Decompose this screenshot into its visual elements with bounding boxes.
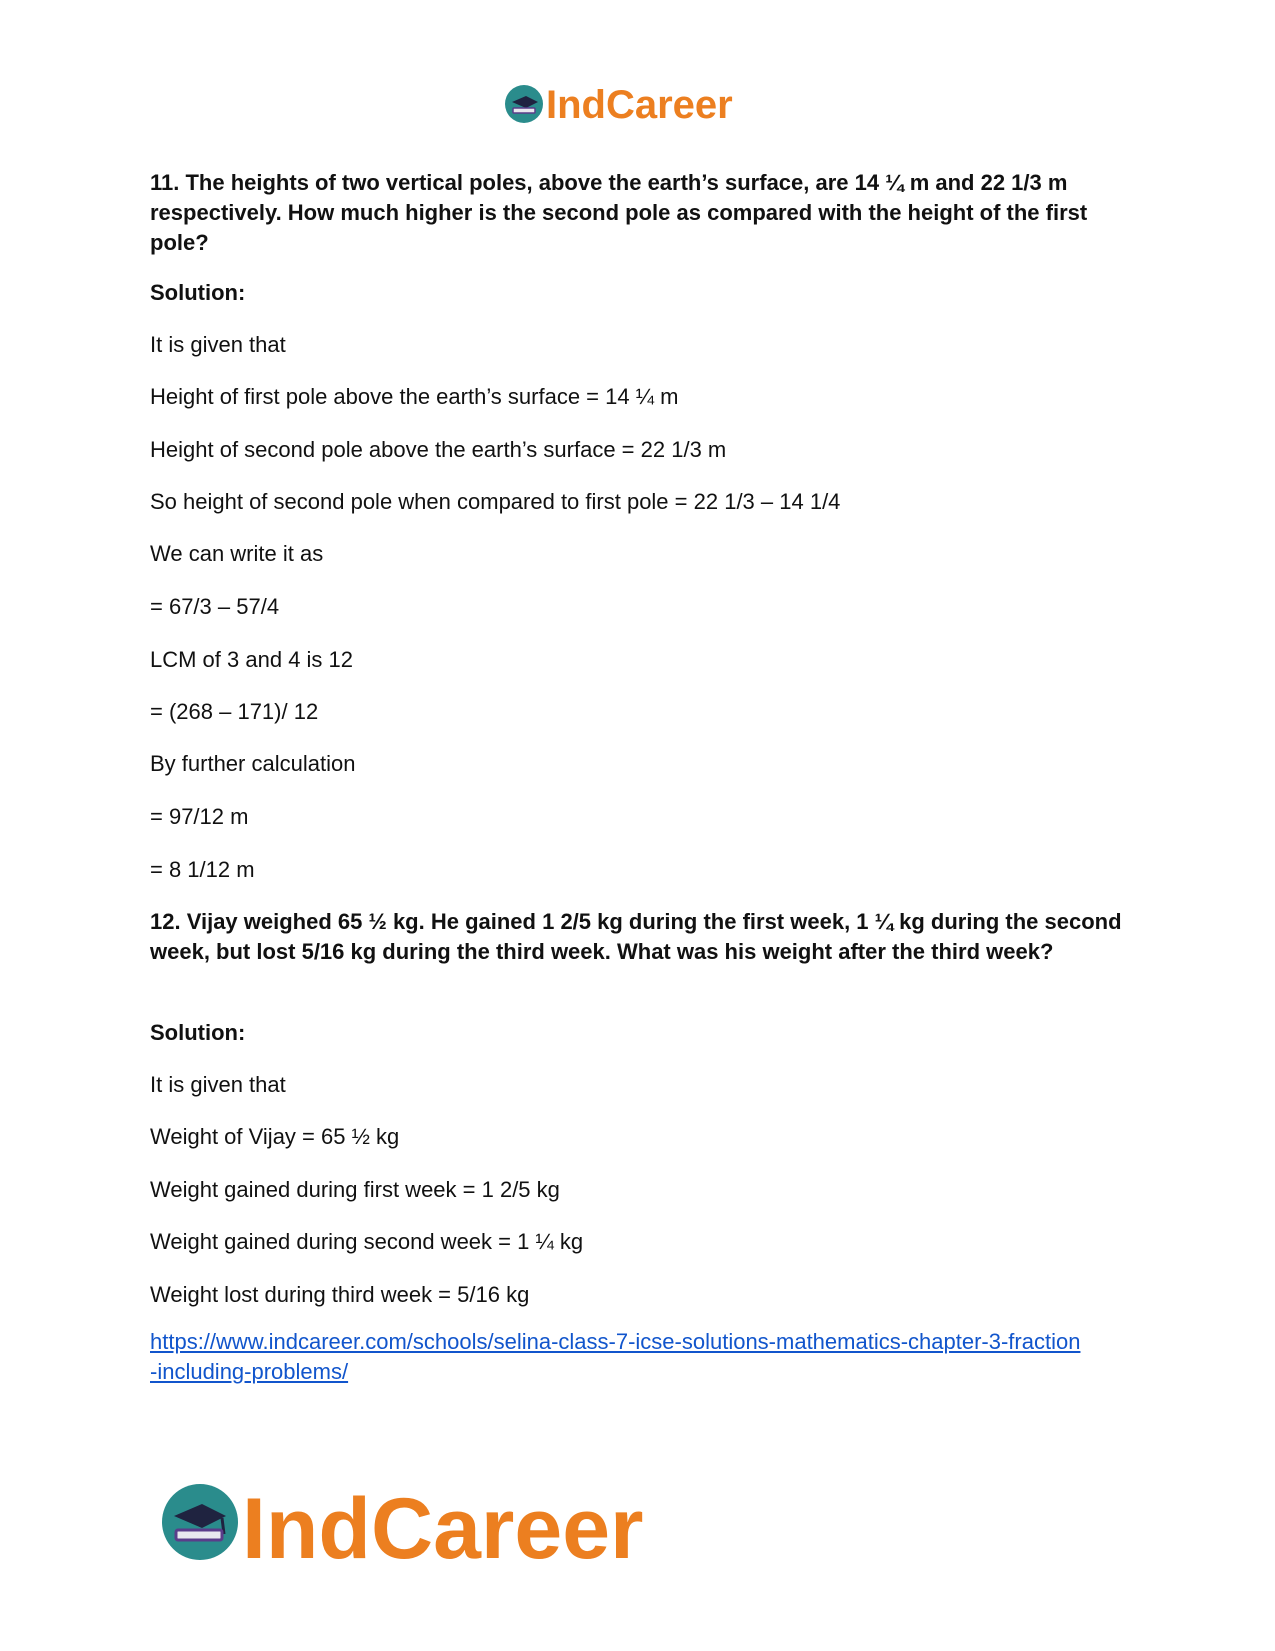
indcareer-logo-bottom (160, 1472, 700, 1572)
solution-line: = 97/12 m (150, 804, 249, 829)
solution-line: It is given that (150, 1072, 286, 1097)
solution-line: LCM of 3 and 4 is 12 (150, 647, 354, 672)
source-link[interactable] (150, 1327, 1130, 1387)
solution-label-11: Solution: (150, 280, 246, 305)
indcareer-logo-graphic-large (160, 1472, 700, 1572)
source-link-line-2[interactable]: -including-problems/ (150, 1359, 349, 1384)
logo-wordmark-large: IndCareer (242, 1481, 644, 1572)
solution-line: = 67/3 – 57/4 (150, 594, 280, 619)
source-link-line-1[interactable]: https://www.indcareer.com/schools/selina-class-7-icse-solutions-mathematics-chapter-3-fraction (150, 1329, 1081, 1354)
book-icon (176, 1530, 222, 1540)
question-11: 11. The heights of two vertical poles, above the earth’s surface, are 14 ¼ m and 22 1/3 m respectively. How much higher is the second pole as compared with the height of the first pole? (150, 170, 1088, 255)
indcareer-logo-graphic (504, 78, 774, 130)
question-12: 12. Vijay weighed 65 ½ kg. He gained 1 2/5 kg during the first week, 1 ¼ kg during the second week, but lost 5/16 kg during the third week. What was his weight after the third week? (150, 909, 1122, 964)
solution-line: So height of second pole when compared to first pole = 22 1/3 – 14 1/4 (150, 489, 841, 514)
solution-line: Weight of Vijay = 65 ½ kg (150, 1124, 400, 1149)
solution-line: It is given that (150, 332, 286, 357)
solution-label-12: Solution: (150, 1020, 246, 1045)
solution-line: Weight gained during first week = 1 2/5 kg (150, 1177, 560, 1202)
logo-wordmark: IndCareer (546, 83, 733, 127)
solution-line: Height of second pole above the earth’s surface = 22 1/3 m (150, 437, 727, 462)
book-icon (513, 108, 535, 113)
indcareer-logo-top (504, 78, 774, 130)
solution-line: Weight gained during second week = 1 ¼ kg (150, 1229, 584, 1254)
solution-line: = (268 – 171)/ 12 (150, 699, 319, 724)
solution-line: We can write it as (150, 541, 324, 566)
solution-line: By further calculation (150, 751, 356, 776)
solution-line: Weight lost during third week = 5/16 kg (150, 1282, 530, 1307)
solution-line: Height of first pole above the earth’s surface = 14 ¼ m (150, 384, 679, 409)
solution-line: = 8 1/12 m (150, 857, 255, 882)
